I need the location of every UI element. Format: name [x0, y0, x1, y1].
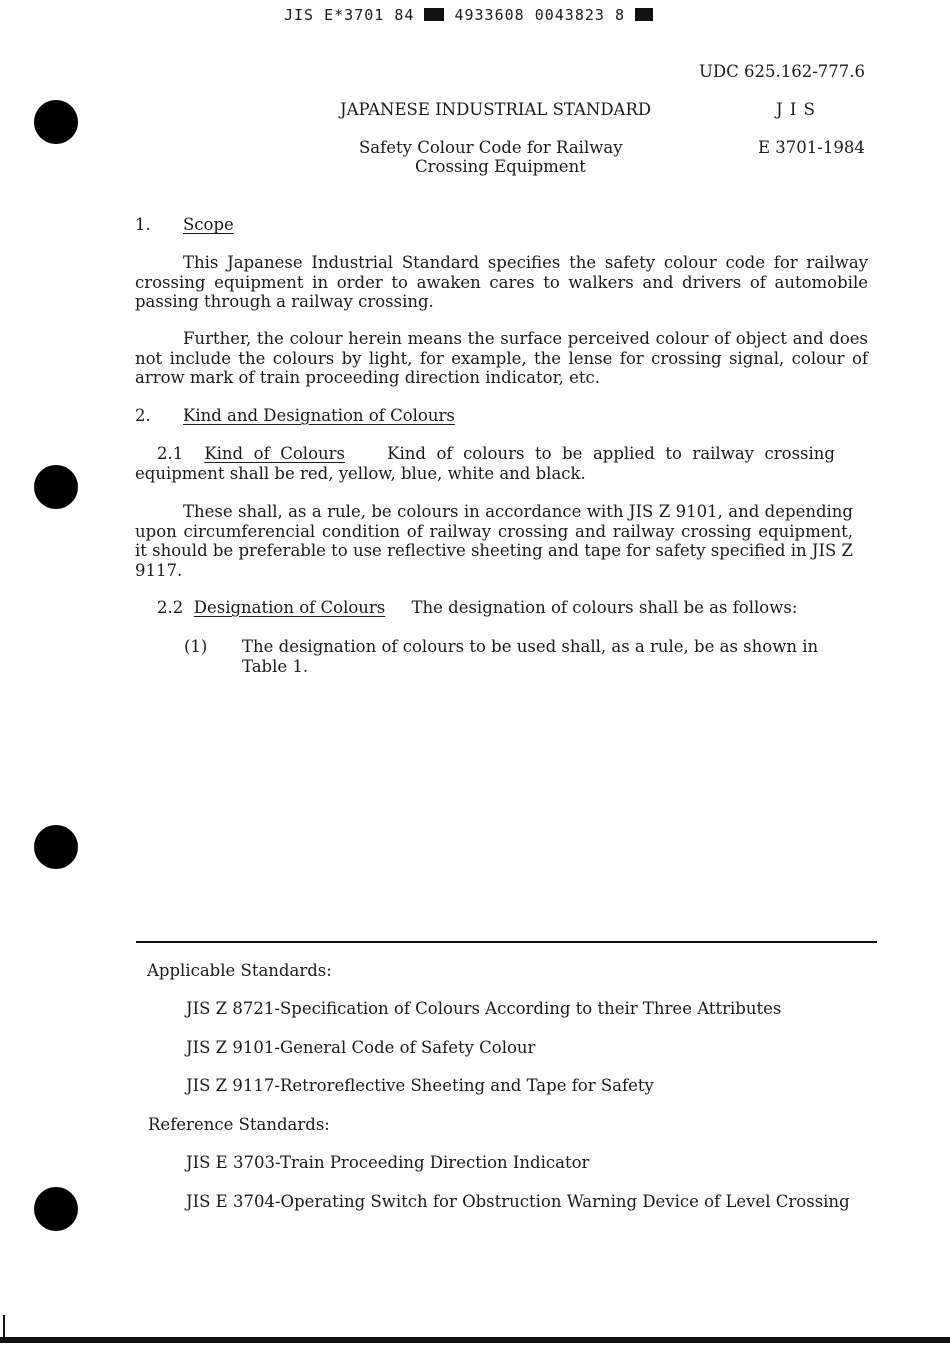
clause-2-1 [135, 444, 835, 483]
clause-2-2-number: 2.2 [157, 598, 184, 617]
clause-2-1-number: 2.1 [157, 444, 184, 463]
clause-2-1-paragraph-2: These shall, as a rule, be colours in accordance with JIS Z 9101, and depending upon circumferencial condition of railway crossing and railway crossing equipment, it should be preferable to use reflective sheeting and tape for safety specified in JIS Z 9117. [135, 502, 853, 580]
section-1-paragraph-1: This Japanese Industrial Standard specifies the safety colour code for railway crossing equipment in order to awaken cares to walkers and drivers of automobile passing through a railway crossing. [135, 253, 868, 311]
jis-mark: J I S [776, 100, 816, 119]
list-item-1-number: (1) [184, 637, 208, 656]
reference-standards-heading: Reference Standards: [148, 1115, 330, 1134]
barcode-block-icon [635, 8, 653, 21]
list-item-1-line2: Table 1. [242, 657, 309, 676]
section-1-number: 1. [135, 215, 151, 234]
applicable-standard-item: JIS Z 9117-Retroreflective Sheeting and Tape for Safety [186, 1076, 654, 1095]
scan-header-serial: 4933608 0043823 8 [454, 6, 625, 24]
scan-edge-mark [3, 1315, 5, 1339]
punch-hole-icon [34, 100, 78, 144]
section-1-paragraph-2: Further, the colour herein means the surface perceived colour of object and does not include the colours by light, for example, the lense for crossing signal, colour of arrow mark of train proceeding direction indicator, etc. [135, 329, 868, 387]
page-title-line2: Crossing Equipment [415, 157, 586, 176]
list-item-1-line1: The designation of colours to be used shall, as a rule, be as shown in [242, 637, 819, 656]
clause-2-2 [157, 598, 797, 617]
punch-hole-icon [34, 825, 78, 869]
punch-hole-icon [34, 1187, 78, 1231]
scan-header-code: JIS E*3701 84 [284, 6, 415, 24]
scan-header [284, 6, 653, 24]
standard-organization: JAPANESE INDUSTRIAL STANDARD [340, 100, 652, 119]
barcode-block-icon [424, 8, 444, 21]
applicable-standard-item: JIS Z 9101-General Code of Safety Colour [186, 1038, 536, 1057]
clause-2-2-title: Designation of Colours [193, 598, 386, 617]
footer-divider [136, 941, 877, 943]
section-2-title: Kind and Designation of Colours [183, 406, 455, 425]
clause-2-2-text: The designation of colours shall be as follows: [411, 598, 798, 617]
clause-2-1-text: Kind of colours to be applied to railway crossing equipment shall be red, yellow, blue, white and black. [135, 444, 835, 483]
reference-standard-item: JIS E 3704-Operating Switch for Obstruction Warning Device of Level Crossing [186, 1192, 850, 1211]
section-1-title: Scope [183, 215, 234, 234]
udc-number: UDC 625.162-777.6 [699, 62, 866, 81]
applicable-standard-item: JIS Z 8721-Specification of Colours According to their Three Attributes [186, 999, 782, 1018]
applicable-standards-heading: Applicable Standards: [147, 961, 332, 980]
standard-number: E 3701-1984 [758, 138, 865, 157]
page-title-line1: Safety Colour Code for Railway [359, 138, 623, 157]
scan-edge-border [0, 1337, 950, 1343]
clause-2-1-title: Kind of Colours [204, 444, 345, 463]
section-2-number: 2. [135, 406, 151, 425]
punch-hole-icon [34, 465, 78, 509]
reference-standard-item: JIS E 3703-Train Proceeding Direction Indicator [186, 1153, 590, 1172]
